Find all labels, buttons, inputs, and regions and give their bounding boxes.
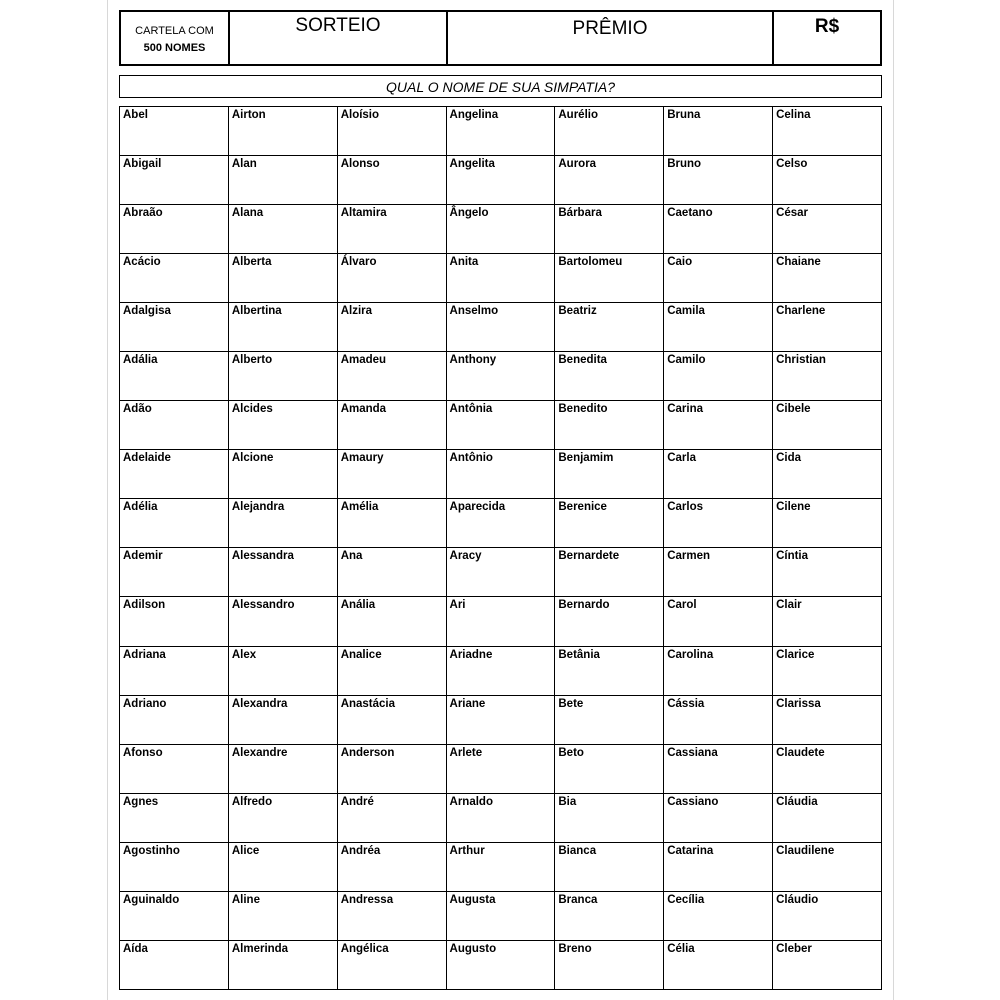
page-edge-left [107, 0, 108, 1000]
name-cell[interactable]: Adélia [120, 499, 229, 548]
name-cell[interactable]: Celso [773, 156, 882, 205]
header-box [119, 10, 882, 66]
name-cell[interactable]: Celina [773, 107, 882, 156]
name-cell[interactable]: Carlos [664, 499, 773, 548]
names-row [120, 401, 882, 450]
name-cell[interactable]: Clarissa [773, 695, 882, 744]
name-cell[interactable]: Arnaldo [446, 793, 555, 842]
name-cell[interactable]: Cassiana [664, 744, 773, 793]
name-cell[interactable]: Alzira [337, 303, 446, 352]
name-cell[interactable]: Anselmo [446, 303, 555, 352]
name-cell[interactable]: Andressa [337, 891, 446, 940]
name-cell[interactable]: Carol [664, 597, 773, 646]
name-cell[interactable]: Cecília [664, 891, 773, 940]
names-row [120, 254, 882, 303]
name-cell[interactable]: Amanda [337, 401, 446, 450]
name-cell[interactable]: Claudilene [773, 842, 882, 891]
name-cell[interactable]: Bárbara [555, 205, 664, 254]
name-cell[interactable]: Célia [664, 940, 773, 989]
name-cell[interactable]: Alessandro [228, 597, 337, 646]
name-cell[interactable]: Adilson [120, 597, 229, 646]
name-cell[interactable]: Bartolomeu [555, 254, 664, 303]
name-cell[interactable]: Alcione [228, 450, 337, 499]
name-cell[interactable]: Angelita [446, 156, 555, 205]
name-cell[interactable]: Anderson [337, 744, 446, 793]
name-cell[interactable]: Antônia [446, 401, 555, 450]
name-cell[interactable]: Amadeu [337, 352, 446, 401]
name-cell[interactable]: Augusta [446, 891, 555, 940]
name-cell[interactable]: Adelaide [120, 450, 229, 499]
name-cell[interactable]: Catarina [664, 842, 773, 891]
name-cell[interactable]: Benedito [555, 401, 664, 450]
name-cell[interactable]: Agnes [120, 793, 229, 842]
name-cell[interactable]: Aline [228, 891, 337, 940]
names-row [120, 548, 882, 597]
name-cell[interactable]: Alessandra [228, 548, 337, 597]
cartela-line2: 500 NOMES [143, 42, 206, 54]
name-cell[interactable]: Cíntia [773, 548, 882, 597]
name-cell[interactable]: Breno [555, 940, 664, 989]
name-cell[interactable]: Ariane [446, 695, 555, 744]
name-cell[interactable]: Arlete [446, 744, 555, 793]
name-cell[interactable]: Bete [555, 695, 664, 744]
name-cell[interactable]: Bruno [664, 156, 773, 205]
name-cell[interactable]: Alex [228, 646, 337, 695]
name-cell[interactable]: Almerinda [228, 940, 337, 989]
name-cell[interactable]: Clair [773, 597, 882, 646]
name-cell[interactable]: Beto [555, 744, 664, 793]
name-cell[interactable]: Amaury [337, 450, 446, 499]
name-cell[interactable]: Carmen [664, 548, 773, 597]
name-cell[interactable]: Aurora [555, 156, 664, 205]
name-cell[interactable]: Benjamim [555, 450, 664, 499]
currency-cell [774, 12, 880, 64]
names-row [120, 205, 882, 254]
name-cell[interactable]: Carla [664, 450, 773, 499]
cartela-line1: CARTELA COM [135, 25, 214, 37]
name-cell[interactable]: Amélia [337, 499, 446, 548]
name-cell[interactable]: Alexandre [228, 744, 337, 793]
name-cell[interactable]: Anastácia [337, 695, 446, 744]
name-cell[interactable]: Berenice [555, 499, 664, 548]
name-cell[interactable]: Adriano [120, 695, 229, 744]
name-cell[interactable]: Anthony [446, 352, 555, 401]
name-cell[interactable]: Alcides [228, 401, 337, 450]
name-cell[interactable]: Abraão [120, 205, 229, 254]
names-row [120, 744, 882, 793]
name-cell[interactable]: Ari [446, 597, 555, 646]
names-row [120, 891, 882, 940]
name-cell[interactable]: Alonso [337, 156, 446, 205]
name-cell[interactable]: Afonso [120, 744, 229, 793]
sorteio-cell [230, 12, 448, 64]
page-edge-right [893, 0, 894, 1000]
name-cell[interactable]: Angelina [446, 107, 555, 156]
name-cell[interactable]: Cibele [773, 401, 882, 450]
name-cell[interactable]: André [337, 793, 446, 842]
name-cell[interactable]: Bruna [664, 107, 773, 156]
name-cell[interactable]: Cássia [664, 695, 773, 744]
name-cell[interactable]: Aída [120, 940, 229, 989]
names-row [120, 107, 882, 156]
names-row [120, 793, 882, 842]
name-cell[interactable]: Aracy [446, 548, 555, 597]
name-cell[interactable]: Alexandra [228, 695, 337, 744]
name-cell[interactable]: Chaiane [773, 254, 882, 303]
name-cell[interactable]: Cleber [773, 940, 882, 989]
name-cell[interactable]: Arthur [446, 842, 555, 891]
name-cell[interactable]: Alana [228, 205, 337, 254]
name-cell[interactable]: Alfredo [228, 793, 337, 842]
name-cell[interactable]: Bia [555, 793, 664, 842]
name-cell[interactable]: Abel [120, 107, 229, 156]
name-cell[interactable]: Alberta [228, 254, 337, 303]
name-cell[interactable]: Cilene [773, 499, 882, 548]
name-cell[interactable]: Aguinaldo [120, 891, 229, 940]
currency-label: R$ [814, 16, 840, 37]
name-cell[interactable]: Adalgisa [120, 303, 229, 352]
name-cell[interactable]: Benedita [555, 352, 664, 401]
name-cell[interactable]: Ana [337, 548, 446, 597]
name-cell[interactable]: Alejandra [228, 499, 337, 548]
name-cell[interactable]: Branca [555, 891, 664, 940]
names-row [120, 156, 882, 205]
name-cell[interactable]: Aloísio [337, 107, 446, 156]
name-cell[interactable]: Airton [228, 107, 337, 156]
premio-label: PRÊMIO [572, 18, 648, 39]
name-cell[interactable]: Alan [228, 156, 337, 205]
name-cell[interactable]: Álvaro [337, 254, 446, 303]
name-cell[interactable]: Alberto [228, 352, 337, 401]
name-cell[interactable]: Anita [446, 254, 555, 303]
name-cell[interactable]: Aparecida [446, 499, 555, 548]
name-cell[interactable]: Abigail [120, 156, 229, 205]
name-cell[interactable]: Andréa [337, 842, 446, 891]
names-row [120, 303, 882, 352]
names-row [120, 450, 882, 499]
name-cell[interactable]: Adão [120, 401, 229, 450]
names-row [120, 695, 882, 744]
name-cell[interactable]: Caetano [664, 205, 773, 254]
name-cell[interactable]: Christian [773, 352, 882, 401]
name-cell[interactable]: Cida [773, 450, 882, 499]
name-cell[interactable]: Claudete [773, 744, 882, 793]
name-cell[interactable]: Ariadne [446, 646, 555, 695]
names-row [120, 842, 882, 891]
name-cell[interactable]: Carina [664, 401, 773, 450]
name-cell[interactable]: Adália [120, 352, 229, 401]
name-cell[interactable]: Bernardete [555, 548, 664, 597]
sorteio-label: SORTEIO [295, 15, 381, 36]
name-cell[interactable]: Anália [337, 597, 446, 646]
name-cell[interactable]: Agostinho [120, 842, 229, 891]
name-cell[interactable]: Bernardo [555, 597, 664, 646]
name-cell[interactable]: Angélica [337, 940, 446, 989]
name-cell[interactable]: Alice [228, 842, 337, 891]
name-cell[interactable]: Ângelo [446, 205, 555, 254]
names-grid-body [120, 107, 882, 990]
name-cell[interactable]: Camila [664, 303, 773, 352]
names-row [120, 646, 882, 695]
name-cell[interactable]: Antônio [446, 450, 555, 499]
name-cell[interactable]: Altamira [337, 205, 446, 254]
name-cell[interactable]: Betânia [555, 646, 664, 695]
name-cell[interactable]: Cassiano [664, 793, 773, 842]
names-row [120, 597, 882, 646]
name-cell[interactable]: Charlene [773, 303, 882, 352]
name-cell[interactable]: Clarice [773, 646, 882, 695]
name-cell[interactable]: Adriana [120, 646, 229, 695]
name-cell[interactable]: Aurélio [555, 107, 664, 156]
name-cell[interactable]: Cláudia [773, 793, 882, 842]
name-cell[interactable]: Caio [664, 254, 773, 303]
name-cell[interactable]: Albertina [228, 303, 337, 352]
name-cell[interactable]: Camilo [664, 352, 773, 401]
names-grid [119, 106, 882, 990]
name-cell[interactable]: Ademir [120, 548, 229, 597]
names-row [120, 352, 882, 401]
name-cell[interactable]: Bianca [555, 842, 664, 891]
cartela-cell [121, 12, 230, 64]
names-row [120, 499, 882, 548]
premio-cell [448, 12, 774, 64]
name-cell[interactable]: Cláudio [773, 891, 882, 940]
name-cell[interactable]: Beatriz [555, 303, 664, 352]
name-cell[interactable]: Augusto [446, 940, 555, 989]
name-cell[interactable]: Carolina [664, 646, 773, 695]
names-row [120, 940, 882, 989]
question-banner: QUAL O NOME DE SUA SIMPATIA? [119, 75, 882, 98]
name-cell[interactable]: César [773, 205, 882, 254]
name-cell[interactable]: Analice [337, 646, 446, 695]
name-cell[interactable]: Acácio [120, 254, 229, 303]
